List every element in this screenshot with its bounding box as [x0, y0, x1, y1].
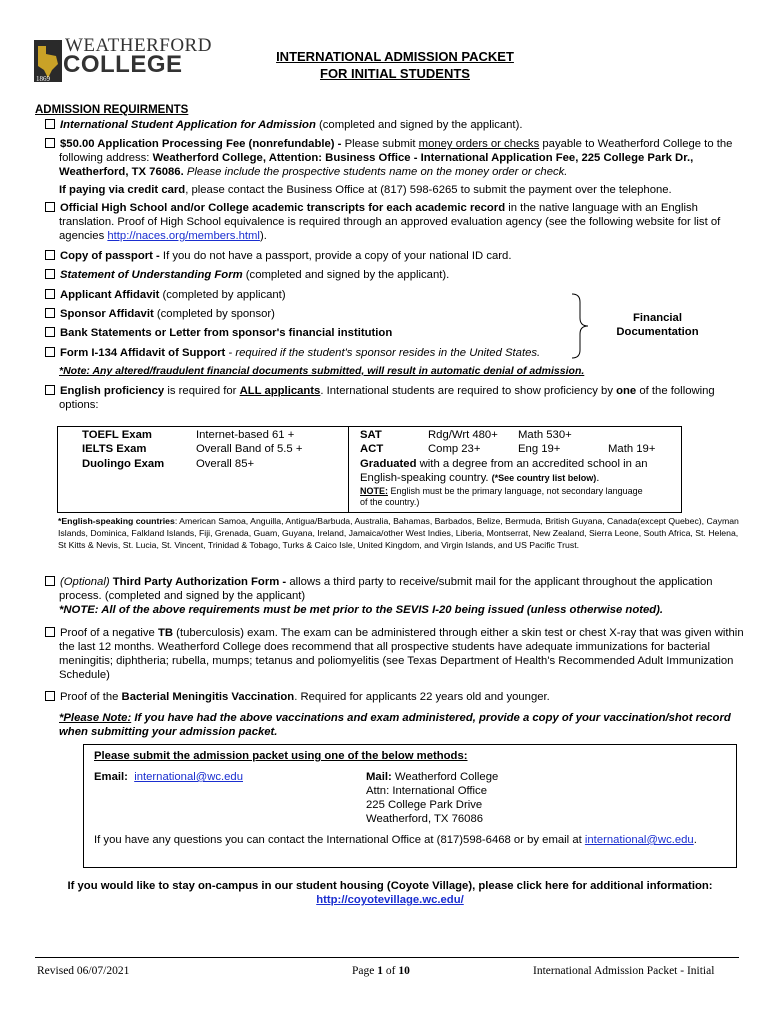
sponsor-affidavit-label: Sponsor Affidavit	[60, 308, 154, 320]
mail-line: Weatherford College	[394, 771, 499, 783]
fee-text2: payable to Weatherford College to the following address:	[59, 138, 733, 164]
graduated-label: Graduated	[360, 458, 417, 470]
item-transcripts	[45, 201, 750, 243]
checkbox-bank-statements[interactable]	[45, 327, 55, 337]
third-party-note: allows a third party to receive/submit mail for the applicant throughout the application process. (completed and signed by the applicant)	[59, 576, 713, 602]
english-speaking-countries	[58, 515, 742, 551]
toefl-label: TOEFL Exam	[82, 429, 152, 441]
checkbox-sponsor-affidavit[interactable]	[45, 308, 55, 318]
english-text3: of the following options:	[59, 385, 715, 411]
ielts-score: Overall Band of 5.5 +	[196, 443, 303, 455]
tb-text1: Proof of a negative	[60, 627, 158, 639]
submission-box	[83, 744, 737, 868]
mail-block	[366, 770, 498, 826]
checkbox-english[interactable]	[45, 385, 55, 395]
financial-label-line1: Financial	[633, 312, 682, 324]
english-label: English proficiency	[60, 385, 165, 397]
passport-note: If you do not have a passport, provide a copy of your national ID card.	[159, 250, 512, 262]
logo-year: 1869	[36, 75, 50, 83]
i134-label: Form I-134 Affidavit of Support	[60, 347, 226, 359]
logo-text-top: WEATHERFORD	[65, 35, 212, 56]
countries-list: : American Samoa, Anguilla, Antigua/Barbuda, Australia, Bahamas, Barbados, Belize, Bermuda, British Guyana, Canada(except Quebec), Cayman Islands, Dominica, Falkland Islands, Fiji, Grenada, Guam, Guyana, Ireland, Jamaica/other West Indies, Liberia, Montserrat, New Zealand, Sierra Leone, South Africa, St. Helena, St Kitts & Nevis, St. Lucia, St. Vincent, Trinidad & Tobago, Turks & Caico Isle, United Kingdom, and Virgin Islands, and US Pacific Trust.	[58, 516, 739, 550]
section-title: ADMISSION REQUIRMENTS	[35, 104, 189, 116]
footer-rule	[35, 957, 739, 958]
checkbox-application[interactable]	[45, 119, 55, 129]
please-note-label: *Please Note:	[59, 712, 132, 724]
mail-label: Mail:	[366, 771, 392, 783]
college-logo	[34, 35, 212, 84]
tb-label: TB	[157, 627, 174, 639]
item-fee	[45, 137, 750, 197]
sat-label: SAT	[360, 429, 382, 441]
english-options-table	[57, 426, 682, 513]
item-statement-of-understanding	[45, 268, 750, 282]
item-i134	[45, 346, 750, 360]
checkbox-i134[interactable]	[45, 347, 55, 357]
item-tb	[45, 626, 750, 682]
fee-label: $50.00 Application Processing Fee (nonrefundable) -	[60, 138, 342, 150]
graduated-note: with a degree from an accredited school in an English-speaking country.	[360, 458, 648, 484]
bank-statements-label: Bank Statements or Letter from sponsor's financial institution	[60, 327, 393, 339]
credit-card-label: If paying via credit card	[59, 184, 186, 196]
sou-label: Statement of Understanding Form	[60, 269, 243, 281]
sponsor-affidavit-note: (completed by sponsor)	[153, 308, 275, 320]
page-total: 10	[398, 965, 410, 977]
exam-row	[82, 457, 342, 471]
packet-title-line1: INTERNATIONAL ADMISSION PACKET	[276, 49, 514, 64]
table-divider	[348, 427, 349, 512]
toefl-score: Internet-based 61 +	[196, 429, 295, 441]
mail-line: Weatherford, TX 76086	[366, 813, 484, 825]
checkbox-tb[interactable]	[45, 627, 55, 637]
mail-line: Attn: International Office	[366, 785, 487, 797]
checkbox-applicant-affidavit[interactable]	[45, 289, 55, 299]
graduated-note-small	[360, 486, 650, 508]
coyote-village-link[interactable]: http://coyotevillage.wc.edu/	[316, 894, 464, 906]
table-note-text: English must be the primary language, not secondary language of the country.)	[360, 486, 643, 507]
english-all-applicants: ALL applicants	[239, 385, 321, 397]
tb-note: (tuberculosis) exam. The exam can be administered through either a skin test or chest X-ray that was given within the last 12 months. Weatherford College does recommend that all prospective students have adequate immunizations for bacterial meningitis; diphtheria; rubella, mumps; tetanus and poliomyelitis (see Texas Department of Health's Recommended Adult Immunization Schedule)	[59, 627, 744, 681]
meningitis-note: . Required for applicants 22 years old and younger.	[294, 691, 550, 703]
page-of: of	[382, 965, 399, 977]
footer-packet-name: International Admission Packet - Initial	[533, 965, 715, 977]
email-block	[94, 770, 243, 784]
transcripts-end: ).	[259, 230, 267, 242]
passport-label: Copy of passport -	[60, 250, 160, 262]
transcripts-note: in the native language with an English translation. Proof of High School equivalence is required through an approved evaluation agency (see the following website for list of agencies	[59, 202, 721, 242]
meningitis-text1: Proof of the	[60, 691, 122, 703]
item-applicant-affidavit	[45, 288, 750, 302]
questions-text	[94, 833, 714, 847]
packet-title	[230, 48, 560, 82]
act-row	[360, 442, 680, 456]
checkbox-fee[interactable]	[45, 138, 55, 148]
questions-email-link[interactable]: international@wc.edu	[584, 834, 694, 846]
item-application	[45, 118, 750, 132]
item-third-party	[45, 575, 750, 617]
logo-text-bottom: COLLEGE	[63, 51, 183, 78]
sou-note: (completed and signed by the applicant).	[242, 269, 450, 281]
table-note-label: NOTE:	[360, 486, 388, 496]
email-label: Email:	[94, 771, 128, 783]
exam-row	[82, 442, 342, 456]
country-list-ref: (*See country list below)	[491, 473, 597, 483]
page-number: 1	[377, 965, 383, 977]
footer-page	[352, 964, 410, 978]
fee-address: Weatherford College, Attention: Business Office - International Application Fee, 225 College Park Dr., Weatherford, TX 76086.	[59, 152, 694, 178]
financial-documentation-label	[605, 311, 710, 339]
altered-documents-note: *Note: Any altered/fraudulent financial documents submitted, will result in automatic denial of admission.	[59, 365, 585, 377]
housing-info	[35, 879, 745, 907]
i134-note: - required if the student's sponsor resides in the United States.	[225, 347, 541, 359]
act-eng: Eng 19+	[518, 443, 561, 455]
application-note: (completed and signed by the applicant).	[315, 119, 523, 131]
submission-title: Please submit the admission packet using one of the below methods:	[94, 750, 468, 762]
credit-card-note: , please contact the Business Office at (817) 598-6265 to submit the payment over the telephone.	[185, 184, 672, 196]
checkbox-sou[interactable]	[45, 269, 55, 279]
housing-text: If you would like to stay on-campus in our student housing (Coyote Village), please click here for additional information:	[67, 880, 713, 892]
email-link[interactable]: international@wc.edu	[134, 771, 243, 783]
mail-line: 225 College Park Drive	[366, 799, 483, 811]
footer-revised: Revised 06/07/2021	[37, 965, 130, 977]
please-note-text: If you have had the above vaccinations and exam administered, provide a copy of your vaccination/shot record when submitting your admission packet.	[59, 712, 731, 738]
vaccination-note	[59, 711, 739, 739]
checkbox-transcripts[interactable]	[45, 202, 55, 212]
questions-end: .	[693, 834, 697, 846]
fee-payment-method: money orders or checks	[418, 138, 540, 150]
fee-text1: Please submit	[341, 138, 419, 150]
english-text1: is required for	[164, 385, 240, 397]
optional-label: (Optional)	[60, 576, 110, 588]
questions-note: If you have any questions you can contact the International Office at (817)598-6468 or by email at	[94, 834, 585, 846]
packet-title-line2: FOR INITIAL STUDENTS	[320, 66, 470, 81]
application-label: International Student Application for Admission	[60, 119, 316, 131]
english-one: one	[616, 385, 637, 397]
item-passport	[45, 249, 750, 263]
exam-row	[82, 428, 342, 442]
act-math: Math 19+	[608, 443, 656, 455]
financial-label-line2: Documentation	[616, 326, 699, 338]
transcripts-label: Official High School and/or College academic transcripts for each academic record	[60, 202, 506, 214]
fee-instruction: Please include the prospective students name on the money order or check.	[183, 166, 568, 178]
checkbox-meningitis[interactable]	[45, 691, 55, 701]
act-label: ACT	[360, 443, 384, 455]
sat-rdg: Rdg/Wrt 480+	[428, 429, 498, 441]
meningitis-label: Bacterial Meningitis Vaccination	[121, 691, 295, 703]
page-pre: Page	[352, 965, 378, 977]
sat-math: Math 530+	[518, 429, 572, 441]
checkbox-passport[interactable]	[45, 250, 55, 260]
applicant-affidavit-note: (completed by applicant)	[159, 289, 286, 301]
sat-row	[360, 428, 680, 442]
checkbox-third-party[interactable]	[45, 576, 55, 586]
ielts-label: IELTS Exam	[82, 443, 147, 455]
third-party-label: Third Party Authorization Form -	[109, 576, 287, 588]
act-comp: Comp 23+	[428, 443, 481, 455]
item-meningitis	[45, 690, 750, 704]
item-english-proficiency	[45, 384, 750, 412]
naces-link[interactable]: http://naces.org/members.html	[107, 230, 260, 242]
brace-icon	[570, 292, 592, 360]
applicant-affidavit-label: Applicant Affidavit	[60, 289, 160, 301]
duolingo-score: Overall 85+	[196, 458, 255, 470]
sevis-note: *NOTE: All of the above requirements must be met prior to the SEVIS I-20 being issued (unless otherwise noted).	[59, 604, 664, 616]
english-text2: . International students are required to show proficiency by	[320, 385, 617, 397]
duolingo-label: Duolingo Exam	[82, 458, 165, 470]
graduated-text	[360, 457, 676, 485]
countries-label: *English-speaking countries	[58, 516, 175, 526]
graduated-end: .	[596, 472, 600, 484]
